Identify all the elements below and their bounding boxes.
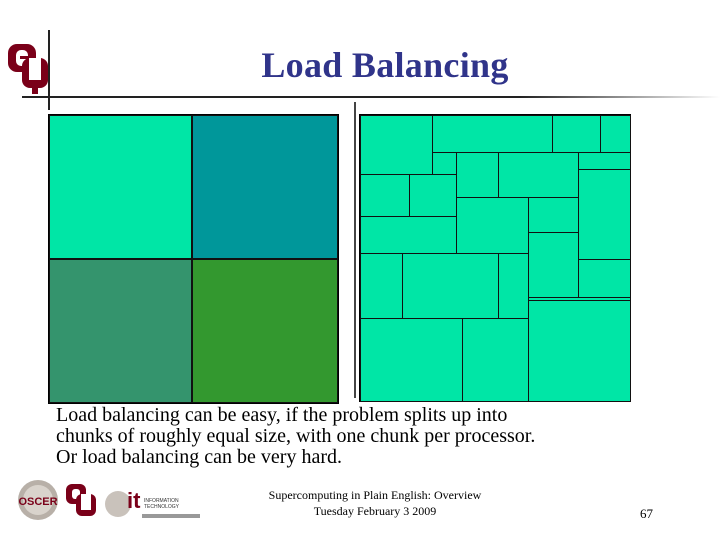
it-logo-icon [105, 488, 200, 518]
chunk-top-left [49, 115, 192, 259]
header-rule-fade [520, 96, 720, 98]
ou-footer-logo-icon [66, 484, 96, 516]
body-line: Or load balancing can be very hard. [56, 446, 342, 468]
tile [528, 197, 579, 233]
footer [230, 487, 520, 519]
tile [456, 152, 499, 198]
tile [456, 197, 529, 254]
tile [360, 253, 403, 319]
page-number: 67 [640, 506, 653, 521]
tile [462, 318, 529, 402]
center-divider [354, 102, 356, 398]
tile [528, 232, 579, 298]
tile [360, 216, 457, 254]
svg-text:TECHNOLOGY: TECHNOLOGY [144, 504, 180, 510]
tile [360, 318, 463, 402]
svg-text:OSCER: OSCER [18, 496, 58, 508]
tile [552, 115, 601, 153]
tile [432, 152, 457, 175]
footer-date: Tuesday February 3 2009 [313, 504, 437, 518]
tile [600, 115, 631, 153]
chunk-bottom-right [192, 259, 338, 403]
chunk-top-right [192, 115, 338, 259]
body-text [56, 405, 676, 468]
slide-title: Load Balancing [261, 45, 509, 85]
even-decomposition-grid [48, 114, 339, 404]
tile [402, 253, 499, 319]
svg-text:INFORMATION: INFORMATION [144, 498, 179, 504]
tile [528, 300, 631, 402]
tile [498, 152, 579, 198]
tile [432, 115, 553, 153]
tile [409, 174, 457, 217]
svg-text:it: it [127, 488, 141, 513]
footer-course: Supercomputing in Plain English: Overview [268, 488, 482, 502]
footer-logos [14, 478, 204, 524]
tile [578, 152, 631, 170]
oscer-logo-icon [18, 480, 58, 520]
chunk-bottom-left [49, 259, 192, 403]
tile [360, 115, 433, 175]
irregular-decomposition-grid [359, 114, 631, 402]
tile [578, 259, 631, 300]
body-line: Load balancing can be easy, if the problem splits up into [56, 404, 508, 426]
tile [578, 169, 631, 260]
tile [360, 174, 410, 217]
body-line: chunks of roughly equal size, with one chunk per processor. [56, 425, 536, 447]
tile [498, 253, 529, 319]
